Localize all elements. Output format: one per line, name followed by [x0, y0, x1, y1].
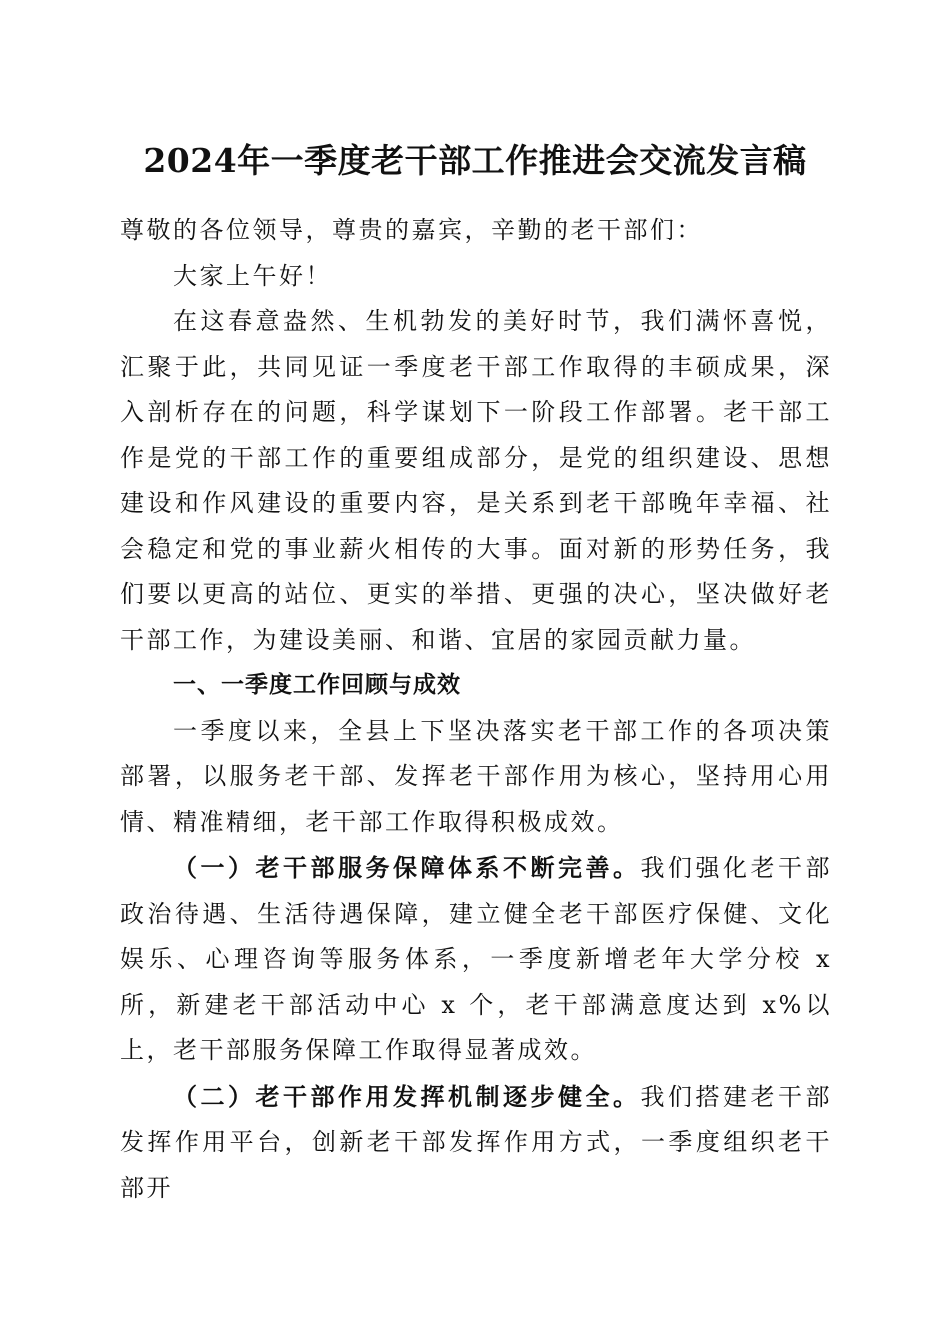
section-paragraph: 一季度以来，全县上下坚决落实老干部工作的各项决策部署，以服务老干部、发挥老干部作用为核心，坚持用心用情、精准精细，老干部工作取得积极成效。: [120, 716, 832, 836]
item-heading: （一）老干部服务保障体系不断完善。: [173, 853, 641, 882]
document-body: [120, 208, 832, 1211]
section-heading: 一、一季度工作回顾与成效: [173, 672, 461, 698]
document-title: 2024年一季度老干部工作推进会交流发言稿: [143, 141, 807, 180]
intro-paragraph: 在这春意盎然、生机勃发的美好时节，我们满怀喜悦，汇聚于此，共同见证一季度老干部工作取得的丰硕成果，深入剖析存在的问题，科学谋划下一阶段工作部署。老干部工作是党的干部工作的重要组成部分，是党的组织建设、思想建设和作风建设的重要内容，是关系到老干部晚年幸福、社会稳定和党的事业薪火相传的大事。面对新的形势任务，我们要以更高的站位、更实的举措、更强的决心，坚决做好老干部工作，为建设美丽、和谐、宜居的家园贡献力量。: [120, 307, 832, 654]
item-text: 我们强化老干部政治待遇、生活待遇保障，建立健全老干部医疗保健、文化娱乐、心理咨询等服务体系，一季度新增老年大学分校 x 所，新建老干部活动中心 x 个，老干部满意度达到 x%以上，老干部服务保障工作取得显著成效。: [120, 854, 832, 1064]
salutation: 尊敬的各位领导，尊贵的嘉宾，辛勤的老干部们：: [120, 216, 703, 244]
item-text: 我们搭建老干部发挥作用平台，创新老干部发挥作用方式，一季度组织老干部开: [120, 1082, 832, 1202]
list-item: [120, 1074, 832, 1212]
item-heading: （二）老干部作用发挥机制逐步健全。: [173, 1081, 641, 1111]
list-item: [120, 845, 832, 1074]
greeting: 大家上午好！: [173, 261, 332, 290]
